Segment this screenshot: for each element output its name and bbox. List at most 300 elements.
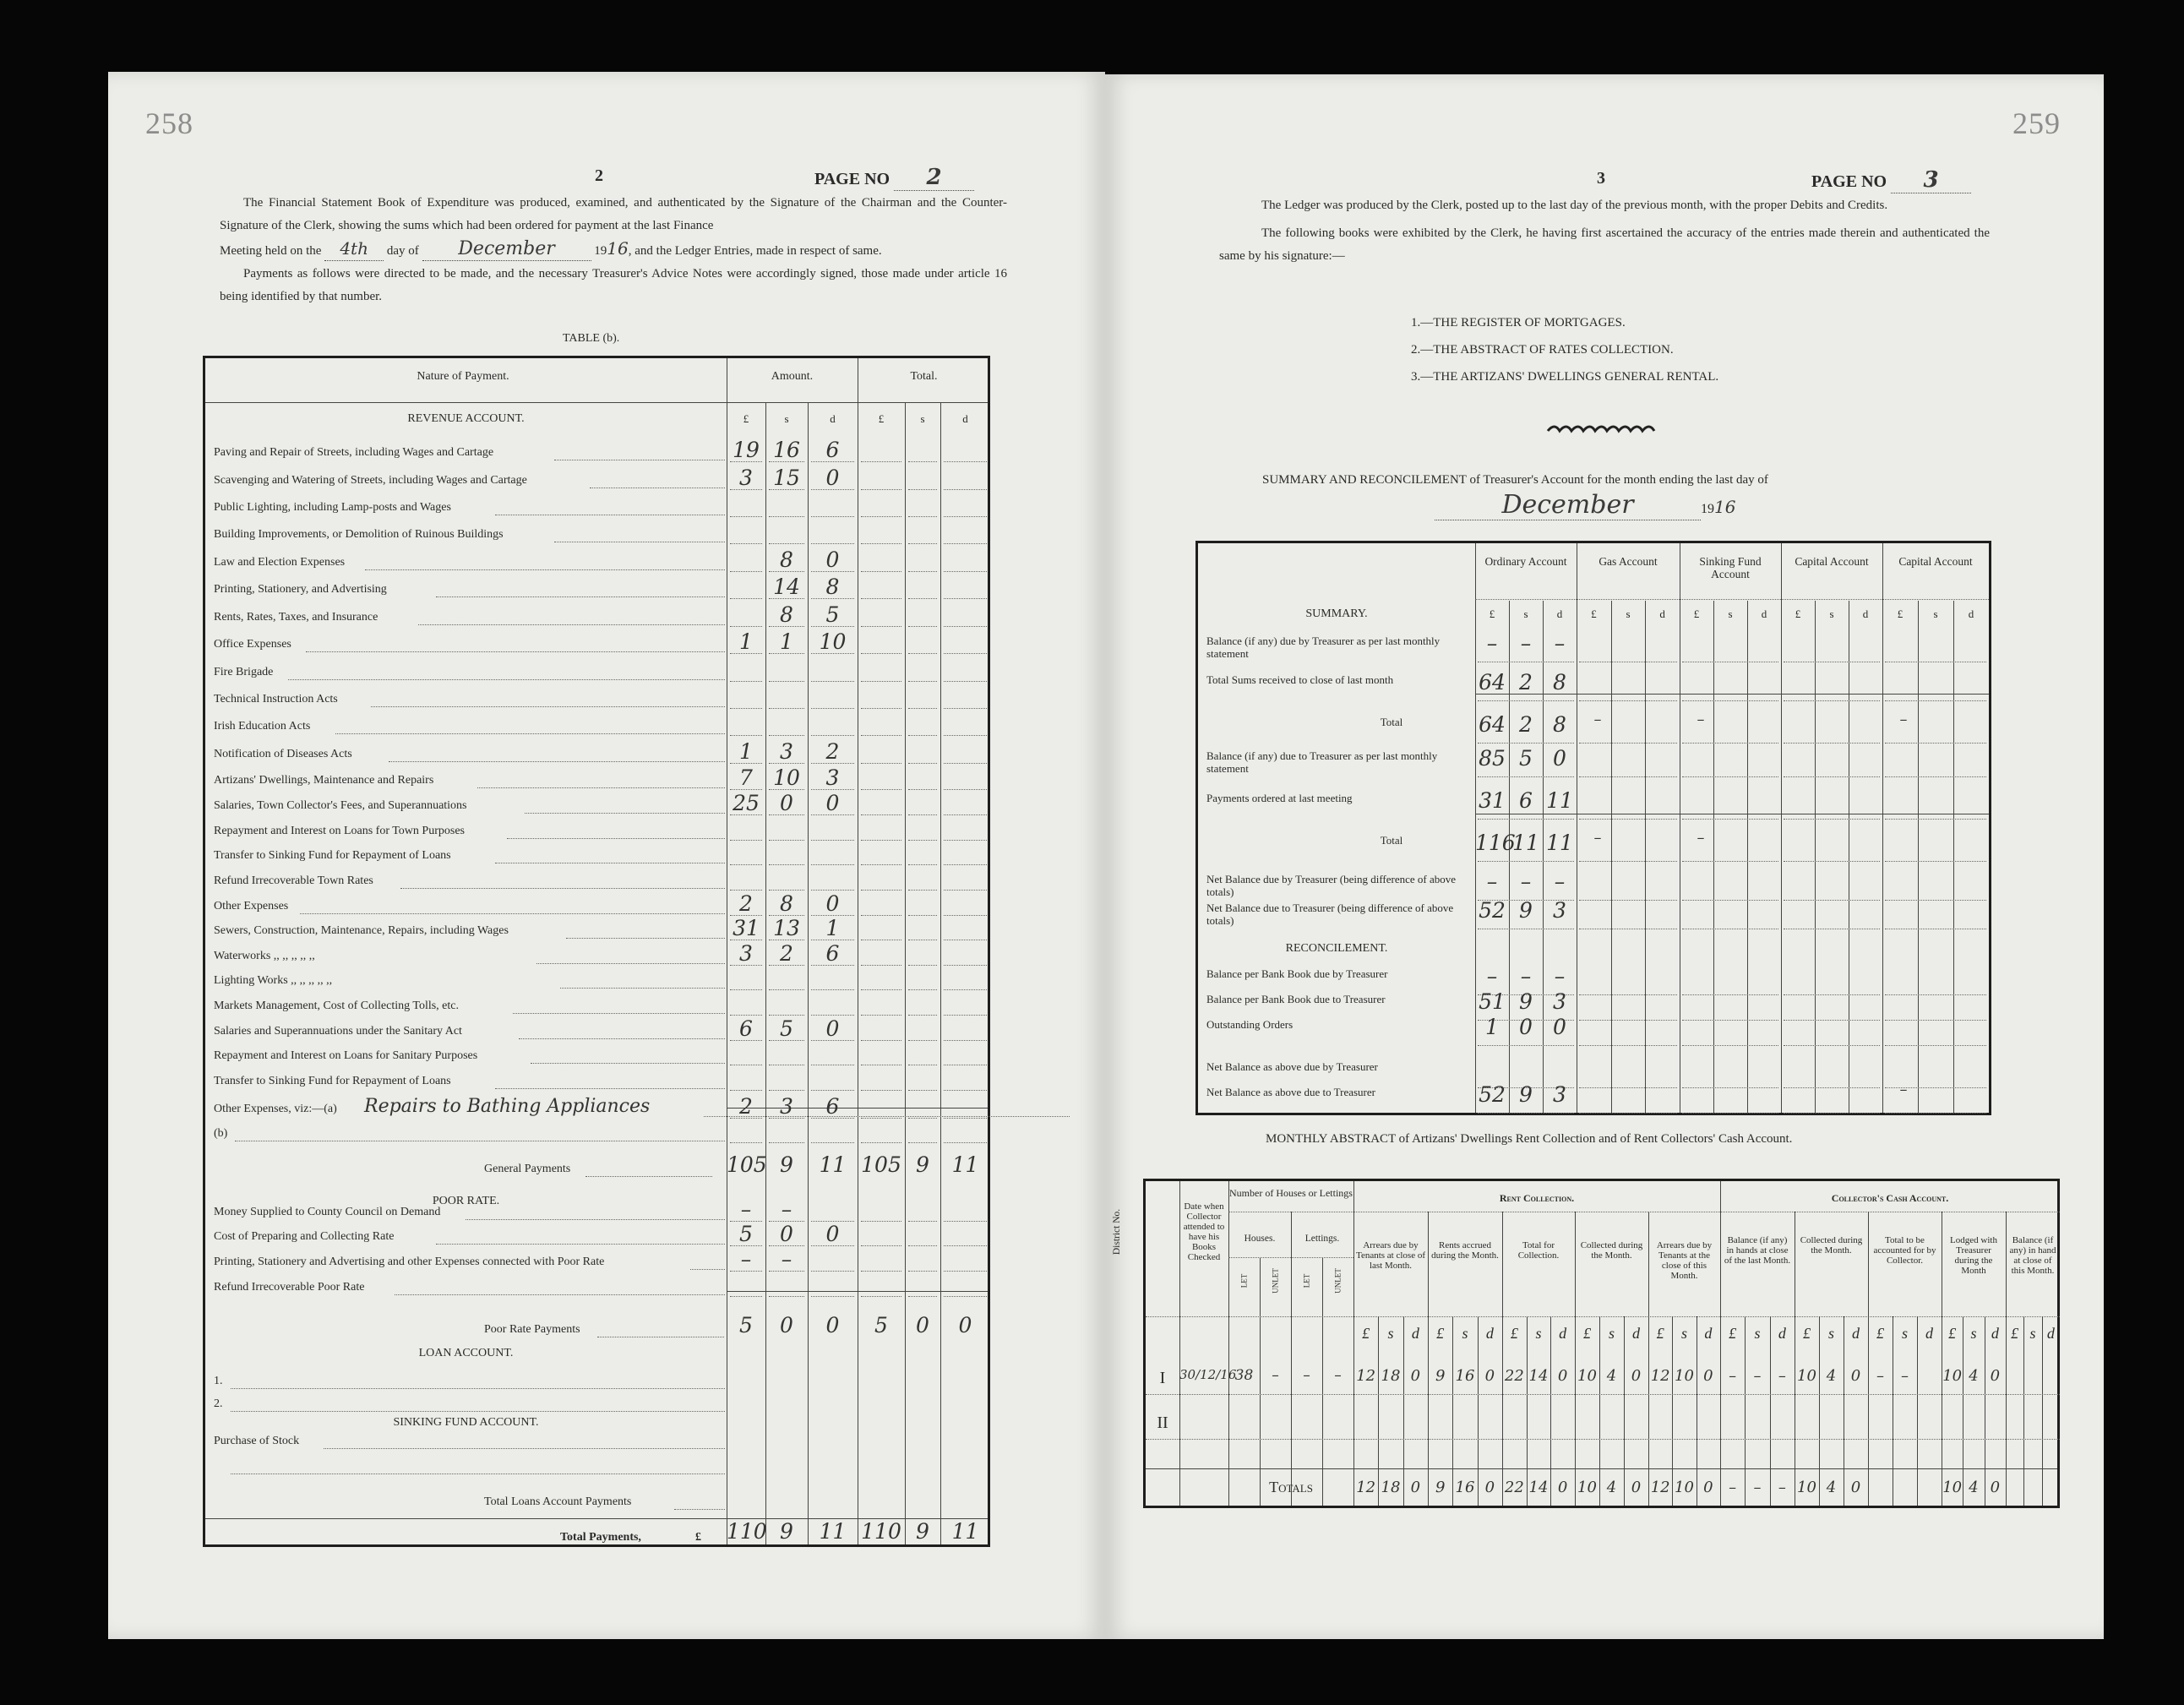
cell-dots: [769, 626, 804, 627]
books-list: 1.—THE REGISTER OF MORTGAGES. 2.—THE ABSTRACT OF RATES COLLECTION. 3.—THE ARTIZANS' DWELLINGS GENERAL RENTAL.: [1411, 316, 1719, 384]
ordinary-s: –: [1520, 964, 1532, 989]
cell-dots: [908, 1015, 937, 1016]
row-label: Other Expenses: [214, 900, 289, 912]
summary-row-label: Net Balance due by Treasurer (being difference of above totals): [1206, 873, 1457, 898]
currency-header: d: [1991, 1325, 1999, 1342]
general-payments-label: General Payments: [484, 1163, 571, 1175]
table-caption: TABLE (b).: [563, 332, 620, 345]
cell-dots: [908, 735, 937, 736]
ordinary-s: –: [1520, 869, 1532, 894]
cell-dots: [908, 965, 937, 966]
cell-dots: [944, 1090, 987, 1091]
cell-dots: [861, 1142, 901, 1143]
summary-row-label: Net Balance as above due by Treasurer: [1206, 1060, 1378, 1073]
row-label: Salaries and Superannuations under the Sanitary Act: [214, 1025, 462, 1038]
cell-dots: [1682, 994, 1778, 995]
cell-dots: [769, 461, 804, 462]
money-value: 10: [1577, 1367, 1597, 1385]
cell-dots: [811, 598, 854, 599]
cell-dots: [1682, 819, 1778, 820]
leader-dots: [531, 1063, 725, 1064]
ordinary-d: 8: [1553, 712, 1566, 737]
ordinary-d: 11: [1546, 831, 1573, 855]
cell-dots: [769, 1296, 804, 1297]
sinking-fund-section: SINKING FUND ACCOUNT.: [393, 1416, 539, 1429]
row-label: Markets Management, Cost of Collecting Tolls, etc.: [214, 1000, 459, 1012]
subcolumn-rule: [1478, 1316, 1479, 1506]
cell-dots: [861, 598, 901, 599]
money-value: 0: [1990, 1367, 2001, 1385]
cell-dots: [908, 1296, 937, 1297]
row-label: Repayment and Interest on Loans for Town Purposes: [214, 825, 465, 837]
general-payments-l: 105: [727, 1152, 767, 1177]
leader-dots: [466, 1219, 725, 1220]
leader-dots: [395, 1294, 725, 1295]
amount-s: 16: [773, 438, 800, 462]
cell-dots: [908, 461, 937, 462]
rule: [1291, 1212, 1292, 1506]
cell-dots: [811, 1245, 854, 1246]
amount-s: 14: [773, 575, 800, 599]
subcolumn-rule: [1378, 1316, 1379, 1506]
cell-dots: [730, 989, 762, 990]
row-label: Repayment and Interest on Loans for Sanitary Purposes: [214, 1049, 478, 1062]
cell-dots: [811, 890, 854, 891]
cell-dots: [811, 461, 854, 462]
total-payments-ts: 9: [916, 1519, 929, 1544]
loan-section: LOAN ACCOUNT.: [418, 1347, 514, 1359]
cell-dots: [730, 708, 762, 709]
amount-l: 2: [739, 1094, 753, 1119]
purchase-of-stock: Purchase of Stock: [214, 1435, 300, 1447]
cell-dots: [1579, 861, 1677, 862]
ordinary-d: 0: [1553, 1015, 1566, 1039]
district-number: II: [1157, 1414, 1168, 1432]
cell-dots: [944, 571, 987, 572]
summary-row-label: Balance per Bank Book due by Treasurer: [1206, 967, 1388, 980]
cell-dots: [730, 543, 762, 544]
subcolumn-rule: [1713, 601, 1714, 1113]
cell-dots: [1478, 819, 1574, 820]
sheet-number: 2: [595, 166, 603, 185]
amount-l: 6: [739, 1016, 753, 1041]
cell-dots: [861, 735, 901, 736]
cell-dots: [730, 1245, 762, 1246]
cell-dots: [769, 681, 804, 682]
ordinary-s: 2: [1519, 670, 1533, 695]
houses-header: Houses.: [1244, 1234, 1276, 1244]
totals-value: 12: [1356, 1479, 1376, 1496]
subcolumn-rule: [1527, 1316, 1528, 1506]
cell-dots: [730, 626, 762, 627]
cell-dots: [1784, 776, 1880, 777]
totals-value: 9: [1435, 1479, 1446, 1496]
cell-dots: [1579, 1113, 1677, 1114]
cell-dots: [811, 763, 854, 764]
cell-dots: [908, 681, 937, 682]
district-number: I: [1159, 1369, 1166, 1387]
left-page: [108, 72, 1105, 1639]
totals-value: 10: [1577, 1479, 1597, 1496]
row-label: Irish Education Acts: [214, 720, 311, 733]
ordinary-d: 8: [1553, 670, 1566, 695]
currency-header: d: [1778, 1325, 1786, 1342]
subcolumn-rule: [1672, 1316, 1673, 1506]
currency-header: £: [1876, 1325, 1884, 1342]
cell-dots: [769, 708, 804, 709]
summary-row-label: Balance (if any) due to Treasurer as per last monthly statement: [1206, 749, 1438, 775]
cell-dots: [811, 1271, 854, 1272]
cell-dots: [811, 1090, 854, 1091]
page-no: PAGE NO 3: [1811, 167, 1971, 193]
cell-dots: [944, 598, 987, 599]
cell-dots: [861, 571, 901, 572]
amount-d: 0: [825, 1016, 840, 1041]
ordinary-l: 116: [1475, 831, 1516, 855]
account-dash: –: [1697, 711, 1705, 728]
cell-dots: [1784, 1087, 1880, 1088]
cell-dots: [769, 789, 804, 790]
cell-dots: [1682, 700, 1778, 701]
amount-l: 7: [739, 765, 753, 790]
cell-dots: [769, 840, 804, 841]
money-value: 22: [1504, 1367, 1524, 1385]
column-rule: [765, 402, 766, 1544]
cell-dots: [811, 840, 854, 841]
amount-l: 2: [739, 891, 753, 916]
cell-dots: [1478, 776, 1574, 777]
rule: [1575, 1212, 1576, 1506]
cell-dots: [1682, 1045, 1778, 1046]
rent-collection-header: Rent Collection.: [1499, 1192, 1575, 1204]
cell-dots: [811, 789, 854, 790]
account-rule: [1882, 543, 1883, 1113]
cell-dots: [861, 915, 901, 916]
let-unlet-header: LET: [1302, 1273, 1311, 1288]
cell-dots: [769, 1142, 804, 1143]
totals-value: 12: [1650, 1479, 1670, 1496]
cell-dots: [908, 864, 937, 865]
row-label: Sewers, Construction, Maintenance, Repairs, including Wages: [214, 924, 509, 937]
row-label: Other Expenses, viz:—(a): [214, 1103, 337, 1115]
currency-header: £: [1897, 607, 1904, 620]
row-label: Public Lighting, including Lamp-posts and Wages: [214, 501, 451, 514]
summary-table: [1195, 541, 1991, 1115]
money-column-header: Arrears due by Tenants at the close of this Month.: [1656, 1240, 1713, 1281]
amount-d: 0: [825, 791, 840, 815]
totals-value: –: [1729, 1479, 1737, 1496]
cell-dots: [944, 1015, 987, 1016]
cell-dots: [811, 681, 854, 682]
rule: [1868, 1212, 1869, 1506]
cell-dots: [1579, 743, 1677, 744]
ordinary-l: –: [1486, 869, 1498, 894]
cell-dots: [908, 489, 937, 490]
totals-value: 16: [1455, 1479, 1475, 1496]
money-value: –: [1778, 1367, 1786, 1385]
cell-dots: [1784, 861, 1880, 862]
currency-header: d: [830, 412, 836, 425]
reconcilement-label: RECONCILEMENT.: [1285, 942, 1388, 955]
subcolumn-rule: [1550, 1316, 1551, 1506]
subcolumn-rule: [1745, 1316, 1746, 1506]
cell-dots: [1885, 900, 1986, 901]
cell-dots: [944, 626, 987, 627]
amount-l: 3: [739, 466, 753, 490]
cell-dots: [908, 763, 937, 764]
totals-value: 10: [1797, 1479, 1816, 1496]
ordinary-s: –: [1520, 631, 1532, 656]
summary-row-label: Total: [1380, 834, 1403, 847]
leader-dots: [231, 1388, 725, 1389]
general-payments-s: 9: [780, 1152, 793, 1177]
row-label: Printing, Stationery and Advertising and other Expenses connected with Poor Rate: [214, 1256, 605, 1268]
cell-dots: [811, 571, 854, 572]
cell-dots: [1579, 700, 1677, 701]
cell-dots: [730, 735, 762, 736]
cell-dots: [1784, 1113, 1880, 1114]
cell-dots: [861, 461, 901, 462]
amount-l: 31: [733, 916, 760, 940]
rule: [2006, 1212, 2007, 1506]
cell-dots: [861, 516, 901, 517]
row-dots: [1146, 1439, 2060, 1440]
currency-header: £: [1656, 1325, 1664, 1342]
cell-dots: [1682, 861, 1778, 862]
amount-d: 6: [825, 438, 840, 462]
cell-dots: [944, 461, 987, 462]
currency-header: d: [1632, 1325, 1640, 1342]
cell-dots: [908, 1090, 937, 1091]
money-value: 0: [1703, 1367, 1713, 1385]
ordinary-d: 3: [1553, 898, 1566, 923]
subcolumn-rule: [1747, 601, 1748, 1113]
row-label: Fire Brigade: [214, 666, 274, 678]
cell-dots: [944, 489, 987, 490]
total-rule: [1475, 694, 1989, 695]
major-rule: [1228, 1181, 1229, 1506]
cell-dots: [908, 890, 937, 891]
cell-dots: [944, 1142, 987, 1143]
account-dash: –: [1593, 829, 1602, 847]
cell-dots: [730, 653, 762, 654]
money-value: 9: [1435, 1367, 1446, 1385]
cell-dots: [908, 1271, 937, 1272]
money-value: –: [1876, 1367, 1884, 1385]
cell-dots: [769, 516, 804, 517]
cell-dots: [944, 543, 987, 544]
cell-dots: [730, 814, 762, 815]
subcolumn-rule: [1611, 601, 1612, 1113]
amount-s: 0: [780, 1222, 793, 1246]
column-rule: [940, 402, 941, 1544]
totals-value: 4: [1606, 1479, 1617, 1496]
let-unlet-header: UNLET: [1333, 1268, 1343, 1294]
currency-header: d: [1556, 607, 1563, 620]
subcolumn-rule: [1953, 601, 1954, 1113]
ordinary-l: 64: [1479, 712, 1506, 737]
money-column-header: Arrears due by Tenants at close of last Month.: [1356, 1240, 1426, 1271]
cell-dots: [861, 1271, 901, 1272]
cell-dots: [944, 1118, 987, 1119]
total-payments-tl: 110: [861, 1519, 901, 1544]
cell-dots: [861, 864, 901, 865]
money-value: 0: [1631, 1367, 1642, 1385]
cell-dots: [1784, 994, 1880, 995]
general-payments-tl: 105: [861, 1152, 901, 1177]
account-header: Capital Account: [1795, 555, 1869, 568]
monthly-abstract-table: [1112, 1179, 2060, 1508]
ordinary-l: 85: [1479, 746, 1506, 771]
cell-dots: [769, 1090, 804, 1091]
currency-header: £: [1795, 607, 1801, 620]
account-header: Gas Account: [1599, 555, 1658, 568]
general-payments-d: 11: [819, 1152, 847, 1177]
money-column-header: Collected during the Month.: [1800, 1235, 1863, 1256]
ordinary-d: 3: [1553, 1082, 1566, 1107]
money-value: –: [1729, 1367, 1737, 1385]
ordinary-d: –: [1554, 869, 1566, 894]
row-label: Salaries, Town Collector's Fees, and Superannuations: [214, 799, 467, 812]
currency-header: s: [1728, 607, 1733, 620]
total-payments-l: 110: [727, 1519, 767, 1544]
row-label: Refund Irrecoverable Poor Rate: [214, 1281, 365, 1294]
poor-rate-payments-s: 0: [780, 1313, 793, 1337]
money-value: 10: [1675, 1367, 1694, 1385]
summary-row-label: Total: [1380, 716, 1403, 728]
cell-dots: [944, 814, 987, 815]
cell-dots: [730, 840, 762, 841]
currency-header: d: [1925, 1325, 1933, 1342]
amount-l: 5: [739, 1222, 753, 1246]
amount-s: 8: [780, 891, 793, 916]
currency-header: s: [1387, 1325, 1394, 1342]
general-payments-ts: 9: [916, 1152, 929, 1177]
cell-dots: [1579, 819, 1677, 820]
cell-dots: [730, 461, 762, 462]
ordinary-l: 1: [1485, 1015, 1499, 1039]
amount-d: 3: [825, 765, 840, 790]
cell-dots: [1784, 700, 1880, 701]
cell-dots: [944, 708, 987, 709]
cell-dots: [944, 1040, 987, 1041]
subcolumn-rule: [1645, 601, 1646, 1113]
cell-dots: [1885, 700, 1986, 701]
money-value: 0: [1557, 1367, 1568, 1385]
totals-value: 0: [1703, 1479, 1713, 1496]
cell-dots: [1478, 700, 1574, 701]
row-label: Scavenging and Watering of Streets, including Wages and Cartage: [214, 474, 527, 487]
ordinary-s: 9: [1519, 989, 1533, 1014]
poor-rate-payments-tl: 5: [874, 1313, 888, 1337]
money-value: 10: [1797, 1367, 1816, 1385]
cell-dots: [861, 965, 901, 966]
row-label: Building Improvements, or Demolition of Ruinous Buildings: [214, 528, 504, 541]
totals-label: Totals: [1269, 1479, 1313, 1495]
cell-dots: [730, 598, 762, 599]
section-rule: [727, 1291, 988, 1292]
cell-dots: [811, 1142, 854, 1143]
cell-dots: [1784, 1045, 1880, 1046]
amount-d: 0: [825, 466, 840, 490]
account-header: Sinking Fund Account: [1699, 555, 1762, 580]
leader-dots: [371, 706, 725, 707]
currency-header: d: [1659, 607, 1665, 620]
cell-dots: [730, 489, 762, 490]
cell-dots: [811, 1118, 854, 1119]
amount-d: 5: [825, 602, 840, 627]
row-label: Cost of Preparing and Collecting Rate: [214, 1230, 395, 1243]
cell-dots: [769, 814, 804, 815]
cell-dots: [1579, 776, 1677, 777]
leader-dots: [418, 624, 725, 625]
cell-dots: [861, 626, 901, 627]
poor-rate-payments-ts: 0: [916, 1313, 929, 1337]
cell-dots: [1885, 819, 1986, 820]
leader-dots: [566, 938, 725, 939]
cell-dots: [811, 516, 854, 517]
cell-dots: [861, 890, 901, 891]
amount-header: Amount.: [771, 370, 814, 383]
amount-d: 8: [825, 575, 840, 599]
leader-dots: [536, 963, 725, 964]
cell-dots: [861, 1090, 901, 1091]
subcolumn-rule: [1624, 1316, 1625, 1506]
cell-dots: [944, 789, 987, 790]
major-rule: [1720, 1181, 1721, 1506]
money-column-header: Lodged with Treasurer during the Month: [1950, 1235, 1997, 1276]
leader-dots: [525, 813, 725, 814]
major-rule: [1353, 1181, 1354, 1506]
money-value: 4: [1969, 1367, 1979, 1385]
cell-dots: [1885, 776, 1986, 777]
cell-dots: [1885, 1020, 1986, 1021]
cell-dots: [908, 543, 937, 544]
cell-dots: [861, 789, 901, 790]
cell-dots: [1682, 776, 1778, 777]
row-label: Money Supplied to County Council on Demand: [214, 1206, 441, 1218]
summary-row-label: Balance per Bank Book due to Treasurer: [1206, 993, 1386, 1005]
currency-header: s: [1829, 607, 1834, 620]
cell-dots: [769, 735, 804, 736]
amount-d: 1: [825, 916, 840, 940]
number-of-houses-header: Number of Houses or Lettings: [1229, 1187, 1353, 1199]
currency-header: s: [1827, 1325, 1834, 1342]
cell-dots: [944, 890, 987, 891]
sheet-number: 3: [1597, 169, 1605, 188]
count-hunlet: –: [1272, 1367, 1279, 1384]
cell-dots: [944, 1271, 987, 1272]
leader-dots: [288, 679, 725, 680]
subcolumn-rule: [1918, 601, 1919, 1113]
money-value: 10: [1942, 1367, 1963, 1385]
leader-dots: [306, 651, 725, 652]
currency-header: d: [1862, 607, 1869, 620]
cell-dots: [1478, 861, 1574, 862]
amount-l: 19: [733, 438, 760, 462]
money-value: 14: [1528, 1367, 1549, 1385]
cell-dots: [769, 598, 804, 599]
row-label: Waterworks ,, ,, ,, ,, ,,: [214, 950, 315, 962]
cell-dots: [730, 763, 762, 764]
rule-dots: [1146, 1316, 2060, 1317]
cell-dots: [944, 915, 987, 916]
totals-value: 10: [1675, 1479, 1694, 1496]
row-label: Notification of Diseases Acts: [214, 748, 352, 760]
currency-header: d: [1411, 1325, 1419, 1342]
count-llet: –: [1303, 1367, 1310, 1384]
totals-value: 0: [1990, 1479, 2001, 1496]
